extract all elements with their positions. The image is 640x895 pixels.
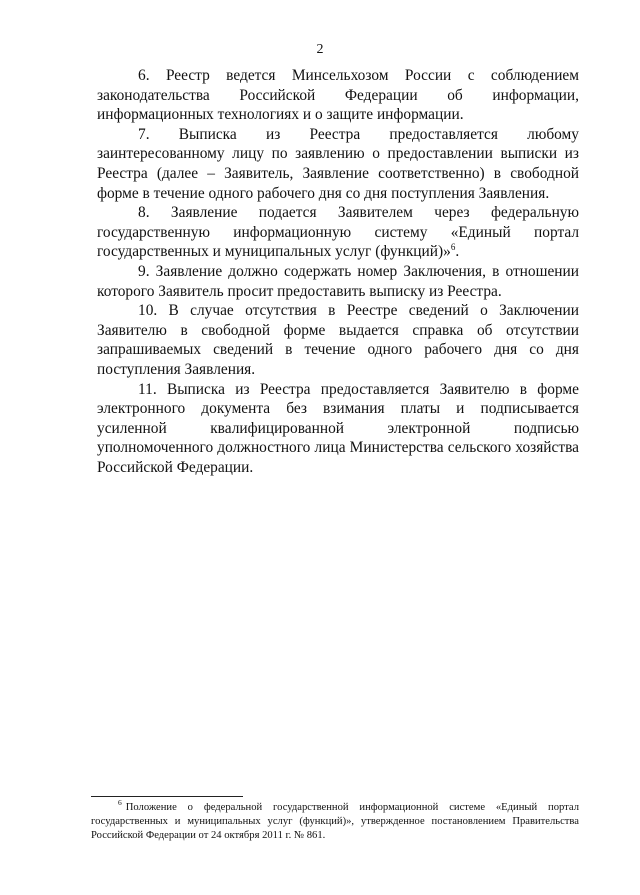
paragraph-text: 10. В случае отсутствия в Реестре сведений о Заключении Заявителю в свободной форме выдается справка об отсутствии запрашиваемых сведений в течение одного рабочего дня со дня поступления Заявления.: [97, 302, 579, 378]
paragraph-text: 9. Заявление должно содержать номер Заключения, в отношении которого Заявитель просит предоставить выписку из Реестра.: [97, 262, 579, 300]
paragraph-8: [97, 203, 579, 262]
footnote: [91, 798, 579, 843]
paragraph-9: [97, 262, 579, 301]
paragraph-text: 8. Заявление подается Заявителем через федеральную государственную информационную систему «Единый портал государственных и муниципальных услуг (функций)»: [97, 204, 579, 261]
paragraph-tail: .: [455, 243, 460, 261]
footnote-separator: [91, 796, 243, 797]
footnote-text: Положение о федеральной государственной информационной системе «Единый портал государственных и муниципальных услуг (функций)», утвержденное постановлением Правительства Российской Федерации от 24 октября 2011 г. № 861.: [91, 802, 579, 841]
paragraph-text: 11. Выписка из Реестра предоставляется Заявителю в форме электронного документа без взимания платы и подписывается усиленной квалифицированной электронной подписью уполномоченного должностного лица Министерства сельского хозяйства Российской Федерации.: [97, 380, 579, 476]
document-body: [97, 66, 579, 477]
paragraph-11: [97, 380, 579, 478]
paragraph-7: [97, 125, 579, 203]
paragraph-6: [97, 66, 579, 125]
paragraph-text: 7. Выписка из Реестра предоставляется любому заинтересованному лицу по заявлению о предоставлении выписки из Реестра (далее – Заявитель, Заявление соответственно) в свободной форме в течение одного рабочего дня со дня поступления Заявления.: [97, 125, 579, 202]
paragraph-10: [97, 301, 579, 379]
paragraph-text: 6. Реестр ведется Минсельхозом России с соблюдением законодательства Российской Федерации об информации, информационных технологиях и о защите информации.: [97, 67, 579, 124]
page-number: 2: [316, 42, 324, 57]
footnote-mark: 6: [118, 798, 122, 808]
footnote-reference[interactable]: 6: [450, 242, 456, 253]
